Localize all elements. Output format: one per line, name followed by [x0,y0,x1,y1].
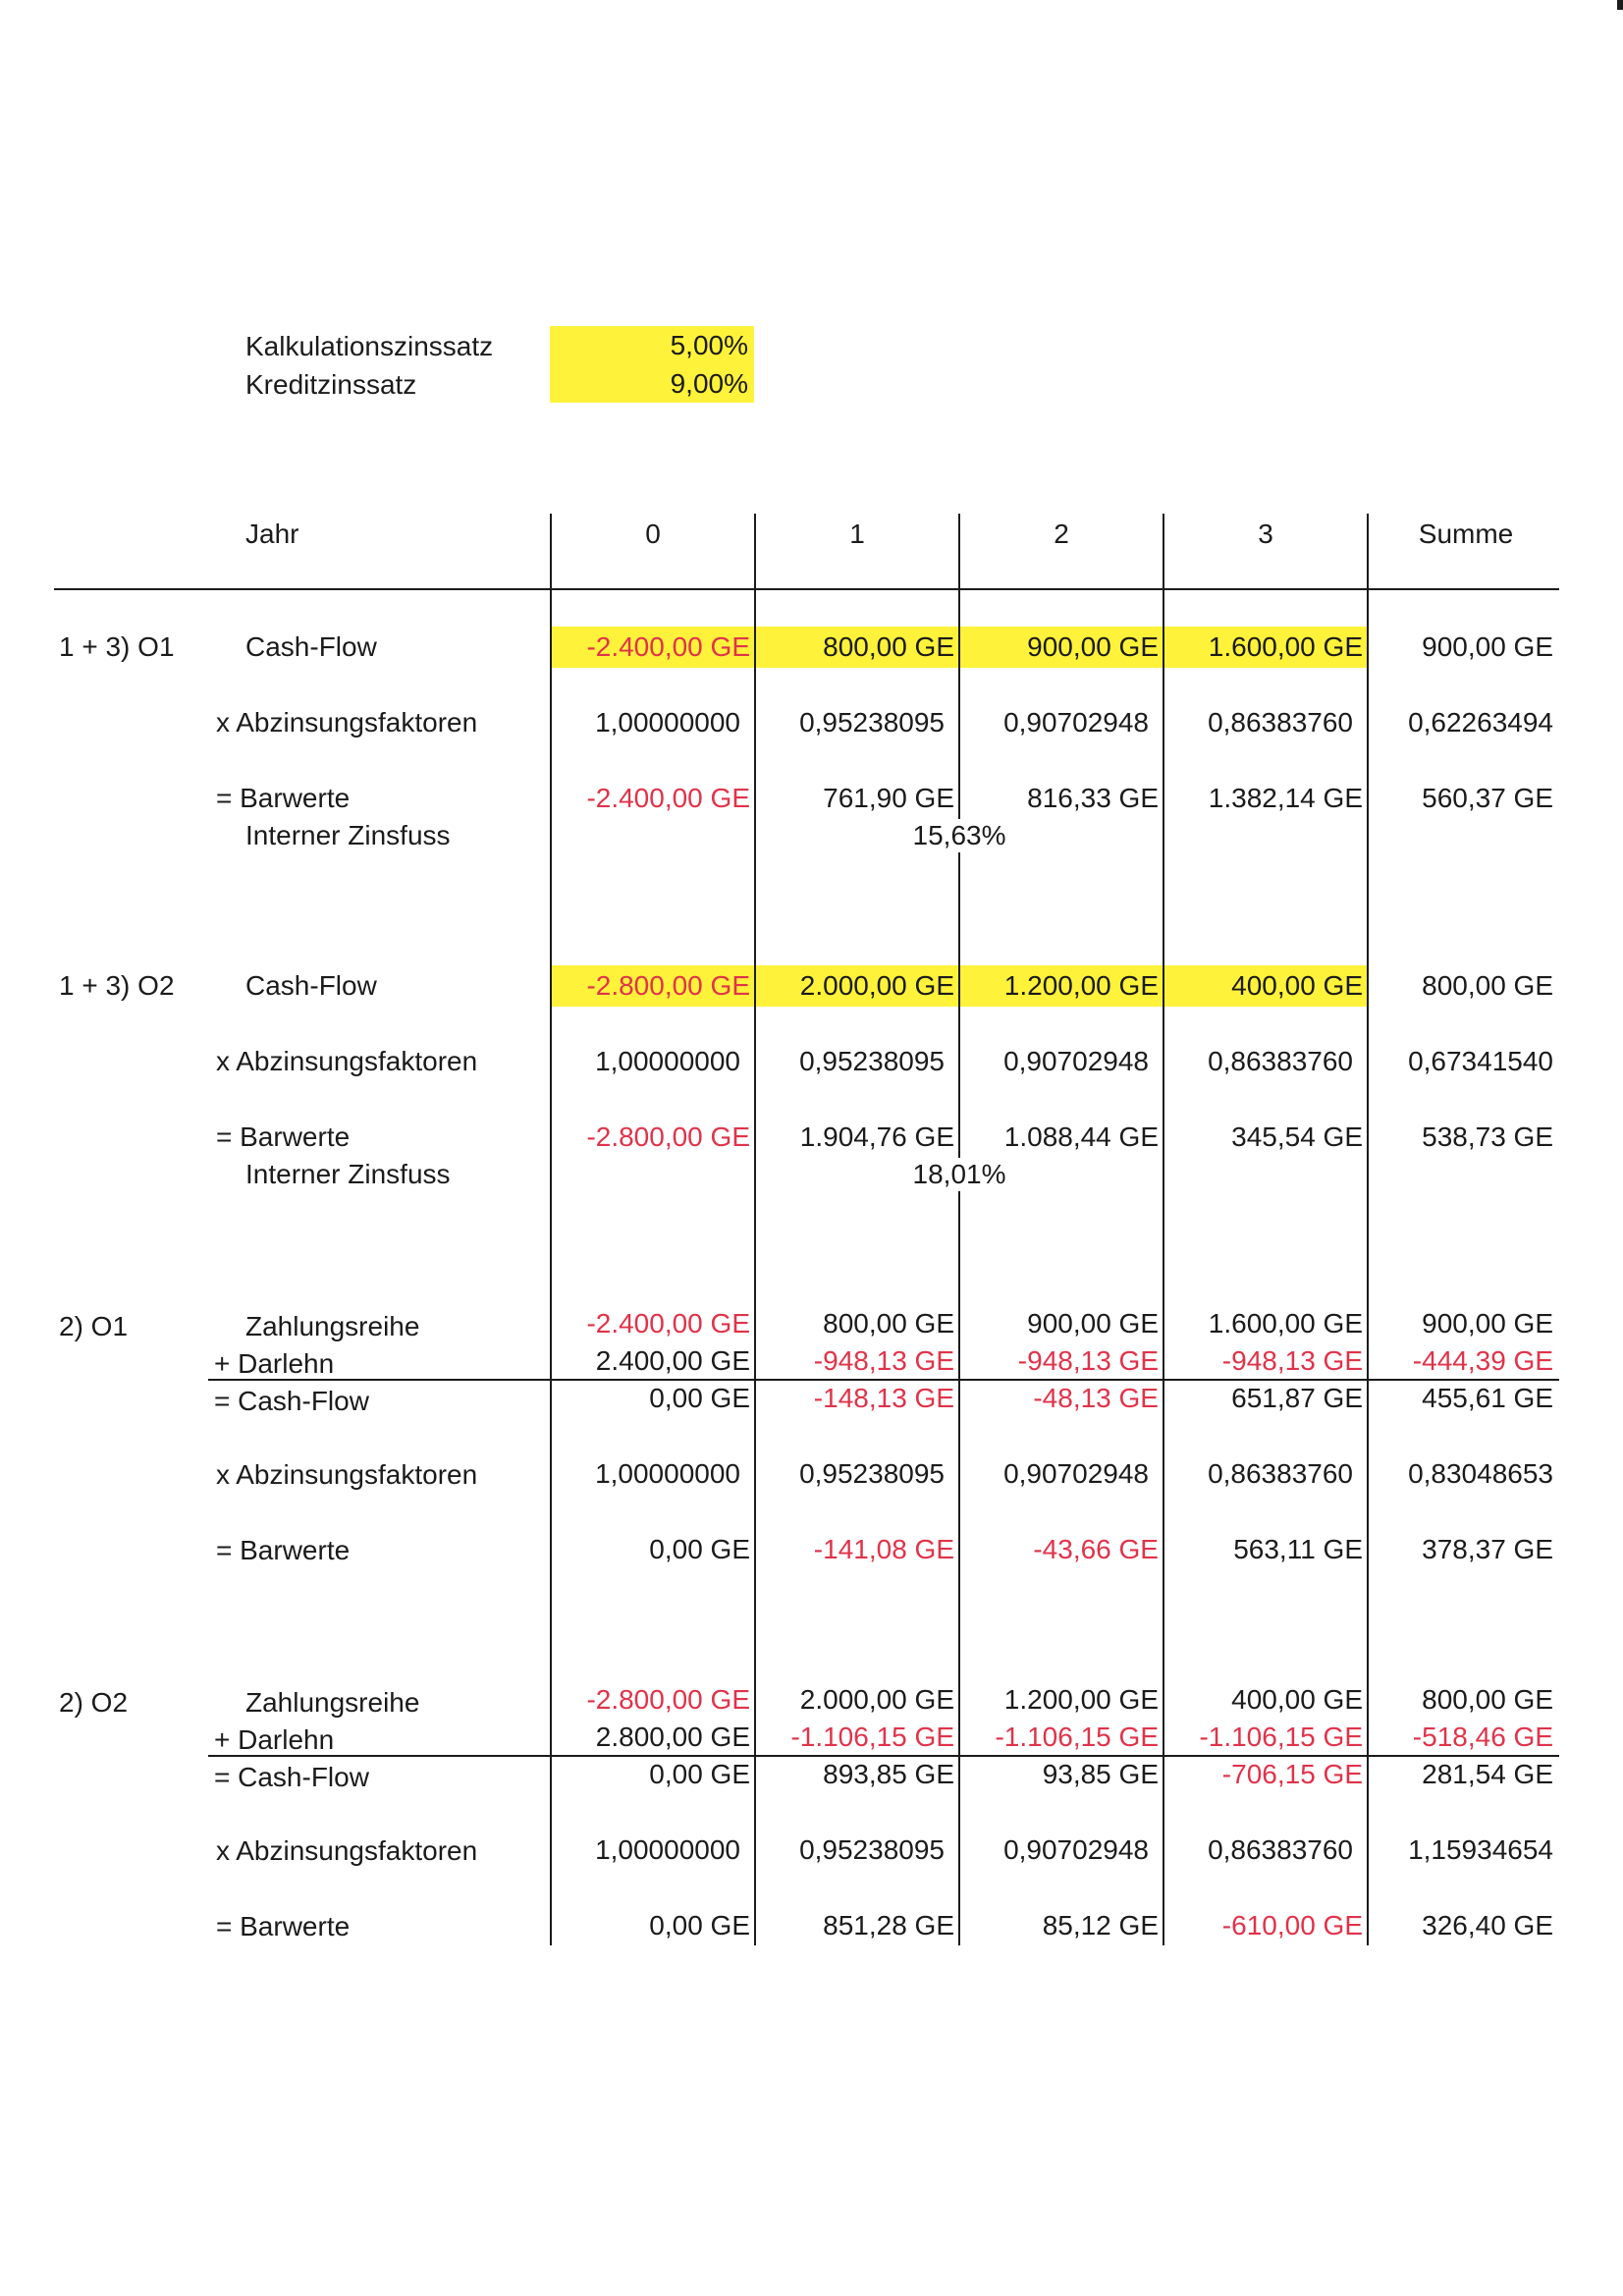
cell: 0,67341540 [1408,1046,1553,1076]
cell: 0,86383760 [1208,1834,1353,1865]
cell: 800,00 GE [756,627,958,668]
cell: 0,62263494 [1408,707,1553,738]
cell: -948,13 GE [1221,1345,1363,1376]
header-col-3: 3 [1258,519,1273,549]
row-label: x Abzinsungsfaktoren [216,1046,478,1076]
cell: 0,95238095 [799,1046,945,1076]
cell: 2.400,00 GE [595,1345,750,1376]
header-year-label: Jahr [245,519,299,549]
cell: 1,00000000 [595,1834,740,1865]
cell: 0,86383760 [1208,1458,1353,1489]
cell: 651,87 GE [1231,1383,1363,1413]
cell: 93,85 GE [1042,1759,1159,1789]
row-label: = Barwerte [216,783,351,813]
header-col-0: 0 [645,519,661,549]
kalk-value: 5,00% [550,326,754,365]
row-label: + Darlehn [214,1724,335,1755]
kredit-value: 9,00% [550,365,754,403]
cell: 800,00 GE [1422,1684,1553,1715]
cell: -948,13 GE [813,1345,954,1376]
cell: 1.200,00 GE [1003,1684,1159,1715]
header-col-2: 2 [1054,519,1069,549]
cell: 900,00 GE [960,627,1163,668]
cell: 1.382,14 GE [1208,783,1363,813]
cell: 1.600,00 GE [1208,1308,1363,1339]
cell: 0,86383760 [1208,707,1353,738]
cell: -518,46 GE [1412,1722,1553,1752]
header-col-sum: Summe [1418,519,1514,549]
cell: 378,37 GE [1422,1534,1553,1564]
cell: -141,08 GE [813,1534,954,1564]
cell: 0,00 GE [649,1534,750,1564]
cell: -148,13 GE [813,1383,954,1413]
cell: -2.800,00 GE [552,965,754,1007]
row-label: + Darlehn [214,1348,335,1379]
cell: -1.106,15 GE [790,1722,954,1752]
cell: 563,11 GE [1233,1534,1363,1564]
cell: 0,86383760 [1208,1046,1353,1076]
cell: 1,15934654 [1408,1834,1553,1865]
cell: 455,61 GE [1422,1383,1553,1413]
cell: -1.106,15 GE [995,1722,1159,1752]
cell: 326,40 GE [1422,1910,1553,1941]
section-tag: 2) O1 [59,1311,129,1341]
row-label: = Barwerte [216,1535,351,1565]
cell: 345,54 GE [1231,1121,1363,1152]
cell: 0,90702948 [1003,707,1149,738]
cell: 0,95238095 [799,1458,945,1489]
irr-label: Interner Zinsfuss [245,1159,451,1189]
cell: -43,66 GE [1033,1534,1159,1564]
cell: 0,90702948 [1003,1046,1149,1076]
scan-corner-mark [1617,0,1623,10]
cell: -706,15 GE [1221,1759,1363,1789]
cell: 0,90702948 [1003,1458,1149,1489]
row-label: = Barwerte [216,1911,351,1941]
cell: -610,00 GE [1221,1910,1363,1941]
sum-rule [208,1755,1559,1757]
row-label: Zahlungsreihe [245,1311,420,1341]
cell: -2.800,00 GE [586,1684,750,1715]
irr-value: 15,63% [861,819,1057,852]
cell: -2.400,00 GE [552,627,754,668]
cell: 560,37 GE [1422,783,1553,813]
row-label: Zahlungsreihe [245,1687,420,1718]
row-label: x Abzinsungsfaktoren [216,1835,478,1866]
cell: 0,00 GE [649,1910,750,1941]
cell: 1.904,76 GE [799,1121,954,1152]
row-label: = Barwerte [216,1121,351,1152]
header-rule [54,588,1559,590]
cell: 893,85 GE [823,1759,954,1789]
cell: -2.400,00 GE [586,1308,750,1339]
cell: 1.600,00 GE [1164,627,1367,668]
cell: 2.000,00 GE [799,1684,954,1715]
irr-value: 18,01% [861,1158,1057,1191]
row-label: x Abzinsungsfaktoren [216,707,478,738]
row-label: = Cash-Flow [214,1762,369,1792]
cell: 0,95238095 [799,707,945,738]
cell: 1,00000000 [595,1458,740,1489]
cell: 538,73 GE [1422,1121,1553,1152]
cell: 400,00 GE [1231,1684,1363,1715]
kalk-label: Kalkulationszinssatz [245,331,494,361]
row-label: x Abzinsungsfaktoren [216,1459,478,1490]
sum-rule [208,1379,1559,1381]
cell: 0,00 GE [649,1383,750,1413]
cell: 816,33 GE [1027,783,1159,813]
cell: -2.400,00 GE [586,783,750,813]
cell: 0,00 GE [649,1759,750,1789]
cell: 2.000,00 GE [756,965,958,1007]
cell: 0,90702948 [1003,1834,1149,1865]
cell: 851,28 GE [823,1910,954,1941]
cell: -948,13 GE [1017,1345,1159,1376]
cell: -2.800,00 GE [586,1121,750,1152]
cell: -48,13 GE [1033,1383,1159,1413]
header-col-1: 1 [849,519,865,549]
cell: 761,90 GE [823,783,954,813]
cell: 2.800,00 GE [595,1722,750,1752]
section-tag: 1 + 3) O2 [59,970,175,1001]
row-label: Cash-Flow [245,970,377,1001]
cell: 1,00000000 [595,707,740,738]
cell: 400,00 GE [1164,965,1367,1007]
cell: 1.200,00 GE [960,965,1163,1007]
section-tag: 1 + 3) O1 [59,631,175,662]
section-tag: 2) O2 [59,1687,129,1718]
cell: 281,54 GE [1422,1759,1553,1789]
cell: 800,00 GE [823,1308,954,1339]
row-label: Cash-Flow [245,631,377,662]
cell: 900,00 GE [1027,1308,1159,1339]
irr-label: Interner Zinsfuss [245,820,451,850]
cell: 85,12 GE [1042,1910,1159,1941]
cell: 900,00 GE [1422,631,1553,662]
cell: -1.106,15 GE [1199,1722,1363,1752]
cell: 0,95238095 [799,1834,945,1865]
cell: 1.088,44 GE [1003,1121,1159,1152]
cell: 0,83048653 [1408,1458,1553,1489]
cell: 1,00000000 [595,1046,740,1076]
cell: 900,00 GE [1422,1308,1553,1339]
kredit-label: Kreditzinssatz [245,369,417,400]
row-label: = Cash-Flow [214,1386,369,1416]
cell: 800,00 GE [1422,970,1553,1001]
cell: -444,39 GE [1412,1345,1553,1376]
